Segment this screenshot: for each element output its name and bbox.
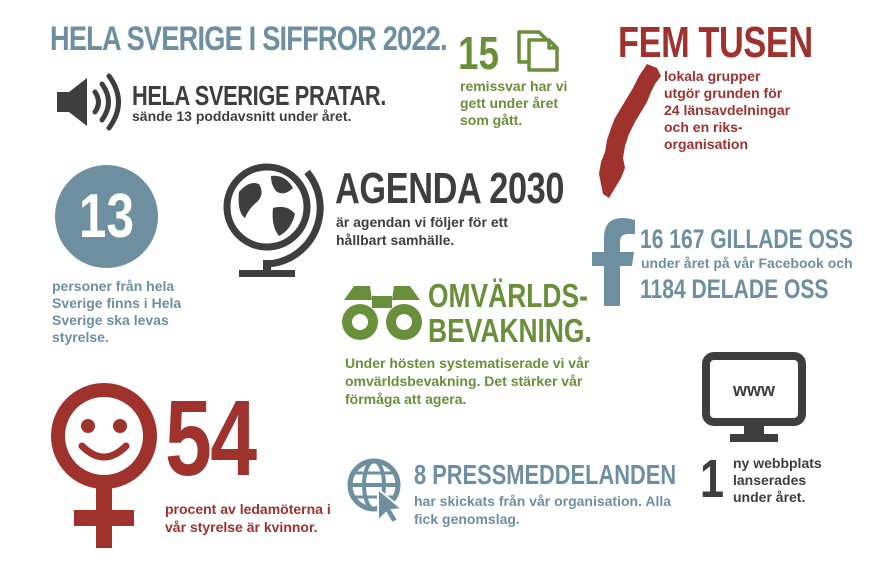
website-text: ny webbplats lanserades under året.: [733, 455, 822, 505]
facebook-text: under året på vår Facebook och: [641, 255, 853, 271]
binoculars-icon: [340, 282, 424, 351]
monitoring-heading-line2: BEVAKNING.: [428, 312, 592, 349]
website-number: 1: [700, 449, 725, 509]
agenda-heading: AGENDA 2030: [335, 164, 565, 213]
press-heading: 8 PRESSMEDDELANDEN: [414, 459, 677, 490]
monitoring-heading: [428, 278, 592, 348]
venus-smiley-icon: [48, 380, 164, 555]
board-text: personer från hela Sverige finns i Hela Sverige ska levas styrelse.: [52, 278, 182, 345]
remiss-number: 15: [458, 27, 499, 79]
board-number-badge: [55, 165, 158, 268]
women-number: 54: [165, 377, 256, 498]
groups-heading: FEM TUSEN: [618, 18, 813, 67]
board-number: 13: [78, 182, 135, 251]
documents-icon: [515, 28, 563, 79]
press-text: har skickats från vår organisation. Alla fick genomslag.: [414, 493, 672, 527]
monitor-icon: [700, 352, 810, 453]
facebook-likes: 16 167 GILLADE OSS: [640, 224, 854, 254]
monitoring-heading-line1: OMVÄRLDS-: [428, 277, 588, 314]
speaker-icon: [55, 72, 125, 137]
sweden-map-icon: [595, 62, 665, 205]
podcast-heading: HELA SVERIGE PRATAR.: [132, 80, 386, 111]
globe-icon: [215, 152, 325, 287]
web-cursor-icon: [344, 455, 410, 530]
agenda-text: är agendan vi följer för ett hållbart samhälle.: [336, 214, 508, 248]
groups-text: lokala grupper utgör grunden för 24 länsavdelningar och en riks-organisation: [664, 68, 791, 152]
monitor-screen-label: www: [732, 380, 776, 400]
monitoring-text: Under hösten systematiserade vi vår omvärldsbevakning. Det stärker vår förmåga att agera.: [345, 355, 590, 407]
women-text: procent av ledamöterna i vår styrelse är kvinnor.: [165, 501, 331, 535]
facebook-icon: [590, 218, 636, 313]
facebook-shares: 1184 DELADE OSS: [640, 274, 829, 304]
remiss-text: remissvar har vi gett under året som gått.: [460, 78, 568, 128]
podcast-text: sände 13 poddavsnitt under året.: [132, 108, 352, 124]
page-title: HELA SVERIGE I SIFFROR 2022.: [50, 20, 447, 58]
